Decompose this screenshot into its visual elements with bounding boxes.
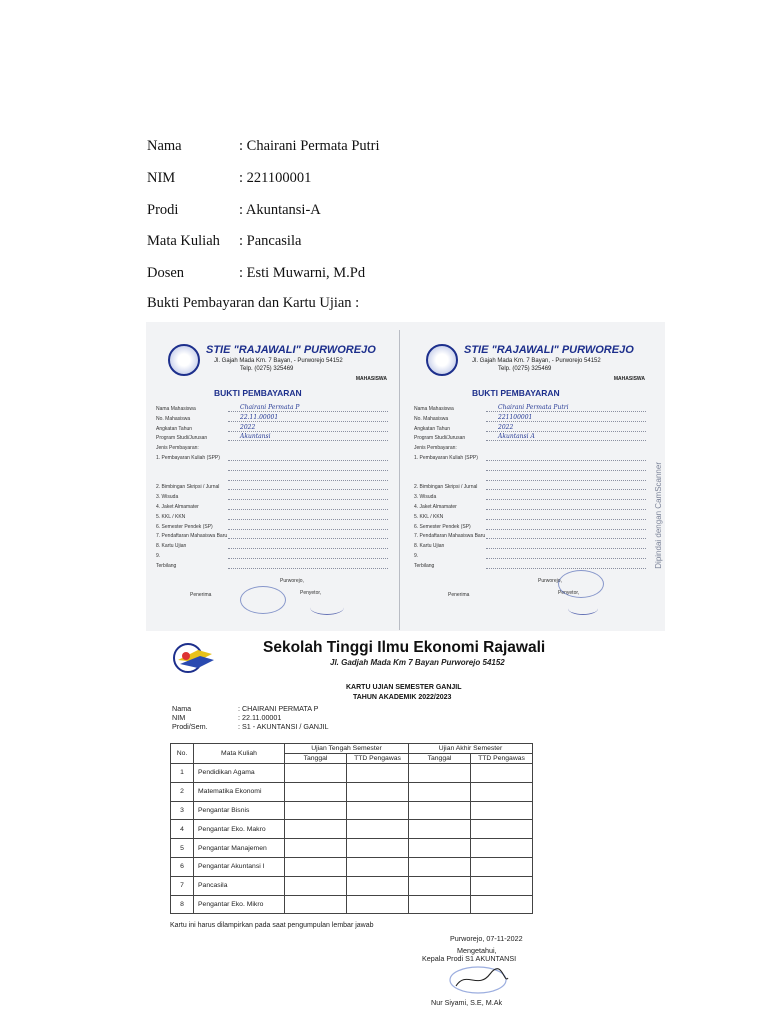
receipt-item	[414, 465, 646, 475]
table-header-row	[171, 744, 533, 754]
cell-course: Pengantar Akuntansi I	[194, 857, 285, 876]
field-label: Mata Kuliah	[147, 233, 220, 250]
card-title: KARTU UJIAN SEMESTER GANJIL	[346, 684, 462, 691]
table-row	[171, 857, 533, 876]
camscanner-watermark: Dipindai dengan CamScanner	[654, 462, 663, 569]
field-label: Nama	[147, 138, 182, 154]
receipt-item	[156, 455, 388, 465]
handwritten-value: Chairani Permata P	[240, 404, 300, 411]
card-year: TAHUN AKADEMIK 2022/2023	[353, 694, 452, 701]
info-value: : 22.11.00001	[238, 713, 282, 723]
item-label: 9.	[414, 552, 419, 559]
cell-course: Pengantar Eko. Makro	[194, 820, 285, 839]
receipt-penerima: Penerima	[448, 592, 470, 598]
item-label: 6. Semester Pendek (SP)	[414, 523, 471, 530]
item-label: 3. Wisuda	[414, 494, 437, 501]
item-label: 7. Pendaftaran Mahasiswa Baru	[414, 533, 486, 540]
exam-table	[170, 743, 533, 914]
item-label: Terbilang	[156, 562, 177, 569]
item-label: 8. Kartu Ujian	[414, 543, 445, 550]
receipt-purworejo: Purworejo,	[538, 578, 562, 584]
receipt-item	[414, 533, 646, 543]
exam-card	[150, 632, 570, 1024]
table-row	[171, 876, 533, 895]
receipt-item	[156, 484, 388, 494]
receipt-item	[156, 475, 388, 485]
receipt-left	[150, 330, 393, 628]
item-label: 4. Jaket Almamater	[414, 503, 457, 510]
info-label: Prodi/Sem.	[172, 722, 208, 732]
receipt-item	[156, 533, 388, 543]
receipt-penyetor: Penyetor,	[300, 590, 322, 596]
receipt-item	[414, 553, 646, 563]
receipt-item	[156, 543, 388, 553]
receipt-address: Jl. Gajah Mada Km. 7 Bayan, - Purworejo 54152	[214, 358, 343, 364]
item-label: No. Mahasiswa	[156, 415, 191, 422]
school-logo-icon	[168, 344, 200, 376]
receipt-item	[156, 504, 388, 514]
field-label: NIM	[147, 169, 176, 186]
field-value: : Chairani Permata Putri	[239, 138, 380, 154]
school-logo-icon	[426, 344, 458, 376]
table-row	[171, 820, 533, 839]
cell-no: 5	[171, 839, 194, 858]
receipt-school: STIE "RAJAWALI" PURWOREJO	[206, 344, 376, 356]
stamp-icon	[240, 586, 286, 614]
receipt-item-list	[414, 406, 646, 573]
receipt-item	[156, 494, 388, 504]
receipt-telp: Telp. (0275) 325469	[498, 366, 552, 372]
info-label: NIM	[172, 713, 186, 723]
cell-course: Matematika Ekonomi	[194, 782, 285, 801]
header-uts: Ujian Tengah Semester	[285, 744, 409, 754]
cell-course: Pengantar Bisnis	[194, 801, 285, 820]
receipt-item	[156, 445, 388, 455]
paper-fold-divider	[399, 330, 400, 630]
item-label: 2. Bimbingan Skripsi / Jurnal	[156, 484, 220, 491]
field-value: : 221100001	[239, 169, 312, 186]
signature-known: Mengetahui,	[457, 946, 497, 955]
field-value: : Esti Muwarni, M.Pd	[239, 265, 366, 282]
signature-icon	[310, 600, 344, 615]
item-label: 7. Pendaftaran Mahasiswa Baru	[156, 533, 228, 540]
receipt-penerima: Penerima	[190, 592, 212, 598]
header-date: Tanggal	[409, 754, 471, 764]
receipt-item	[414, 455, 646, 465]
item-label: Angkatan Tahun	[156, 425, 193, 432]
receipt-item	[414, 413, 646, 426]
item-label: 3. Wisuda	[156, 494, 179, 501]
receipt-item	[156, 413, 388, 426]
receipt-purworejo: Purworejo,	[280, 578, 304, 584]
receipt-item	[414, 504, 646, 514]
item-label: 9.	[156, 552, 161, 559]
table-row	[171, 895, 533, 914]
receipt-copy-label: MAHASISWA	[355, 376, 387, 382]
info-value: : S1 - AKUNTANSI / GANJIL	[238, 722, 329, 732]
table-row	[171, 839, 533, 858]
item-label: 5. KKL / KKN	[156, 513, 186, 520]
receipt-item	[156, 465, 388, 475]
item-label: 4. Jaket Almamater	[156, 503, 199, 510]
receipt-item	[414, 494, 646, 504]
item-label: No. Mahasiswa	[414, 415, 449, 422]
cell-no: 8	[171, 895, 194, 914]
signature-date: Purworejo, 07-11-2022	[450, 934, 523, 943]
header-course: Mata Kuliah	[194, 744, 285, 764]
item-label: 1. Pembayaran Kuliah (SPP)	[414, 454, 478, 461]
item-label: 6. Semester Pendek (SP)	[156, 523, 213, 530]
receipt-school: STIE "RAJAWALI" PURWOREJO	[464, 344, 634, 356]
cell-course: Pendidikan Agama	[194, 764, 285, 783]
cell-no: 3	[171, 801, 194, 820]
field-value: : Akuntansi-A	[239, 201, 321, 218]
table-row	[171, 782, 533, 801]
receipt-item-list	[156, 406, 388, 573]
cell-no: 6	[171, 857, 194, 876]
handwritten-value: Akuntansi	[240, 433, 271, 441]
item-label: Terbilang	[414, 562, 435, 569]
info-value: : CHAIRANI PERMATA P	[238, 704, 319, 713]
signature-icon	[568, 602, 598, 615]
receipt-copy-label: MAHASISWA	[613, 376, 645, 382]
item-label: Nama Mahasiswa	[156, 406, 196, 412]
receipt-item	[414, 563, 646, 573]
header-sign: TTD Pengawas	[347, 754, 409, 764]
handwritten-value: 2022	[498, 423, 514, 431]
receipt-item	[156, 563, 388, 573]
receipt-item	[414, 514, 646, 524]
receipt-item	[414, 524, 646, 534]
receipt-address: Jl. Gajah Mada Km. 7 Bayan, - Purworejo 54152	[472, 358, 601, 364]
signature-role: Kepala Prodi S1 AKUNTANSI	[422, 954, 517, 963]
cell-no: 4	[171, 820, 194, 839]
receipt-item	[156, 423, 388, 436]
receipt-item	[156, 435, 388, 445]
card-address: Jl. Gadjah Mada Km 7 Bayan Purworejo 54152	[330, 658, 505, 667]
receipt-penyetor: Penyetor,	[558, 590, 580, 596]
card-school-name: Sekolah Tinggi Ilmu Ekonomi Rajawali	[263, 639, 546, 656]
handwritten-value: Chairani Permata Putri	[498, 404, 569, 411]
cell-no: 7	[171, 876, 194, 895]
rajawali-logo-icon	[172, 640, 216, 676]
item-label: 8. Kartu Ujian	[156, 543, 187, 550]
item-label: 1. Pembayaran Kuliah (SPP)	[156, 454, 220, 461]
receipt-title: BUKTI PEMBAYARAN	[472, 388, 560, 398]
handwritten-value: 221100001	[498, 413, 533, 421]
header-no: No.	[171, 744, 194, 764]
cell-course: Pengantar Manajemen	[194, 839, 285, 858]
receipt-item	[414, 484, 646, 494]
receipt-item	[414, 435, 646, 445]
field-label: Prodi	[147, 201, 179, 218]
receipt-item	[414, 445, 646, 455]
cell-course: Pancasila	[194, 876, 285, 895]
field-label: Dosen	[147, 265, 185, 282]
receipt-right	[408, 330, 651, 628]
header-sign: TTD Pengawas	[471, 754, 533, 764]
cell-no: 2	[171, 782, 194, 801]
item-label: 5. KKL / KKN	[414, 513, 444, 520]
info-label: Nama	[172, 704, 192, 713]
bukti-caption: Bukti Pembayaran dan Kartu Ujian :	[147, 295, 360, 311]
handwritten-value: Akuntansi A	[498, 433, 535, 441]
item-label: Nama Mahasiswa	[414, 406, 454, 412]
item-label: Jenis Pembayaran:	[414, 445, 457, 452]
item-label: Program Studi/Jurusan	[414, 435, 466, 442]
receipt-telp: Telp. (0275) 325469	[240, 366, 294, 372]
header-date: Tanggal	[285, 754, 347, 764]
signature-icon	[438, 964, 518, 996]
handwritten-value: 2022	[240, 423, 256, 431]
receipt-item	[156, 553, 388, 563]
cell-course: Pengantar Eko. Mikro	[194, 895, 285, 914]
item-label: Jenis Pembayaran:	[156, 445, 199, 452]
signature-name: Nur Siyami, S.E, M.Ak	[431, 998, 503, 1007]
item-label: Program Studi/Jurusan	[156, 435, 208, 442]
table-row	[171, 801, 533, 820]
receipt-item	[414, 475, 646, 485]
card-note: Kartu ini harus dilampirkan pada saat pengumpulan lembar jawab	[170, 922, 374, 929]
cell-no: 1	[171, 764, 194, 783]
header-uas: Ujian Akhir Semester	[409, 744, 533, 754]
field-value: : Pancasila	[239, 233, 302, 250]
receipt-title: BUKTI PEMBAYARAN	[214, 388, 302, 398]
stamp-icon	[558, 570, 604, 598]
item-label: 2. Bimbingan Skripsi / Jurnal	[414, 484, 478, 491]
table-row	[171, 764, 533, 783]
receipt-item	[156, 514, 388, 524]
item-label: Angkatan Tahun	[414, 425, 451, 432]
receipt-item	[156, 524, 388, 534]
handwritten-value: 22.11.00001	[240, 413, 279, 421]
payment-receipt-scan	[146, 322, 665, 631]
receipt-item	[414, 543, 646, 553]
